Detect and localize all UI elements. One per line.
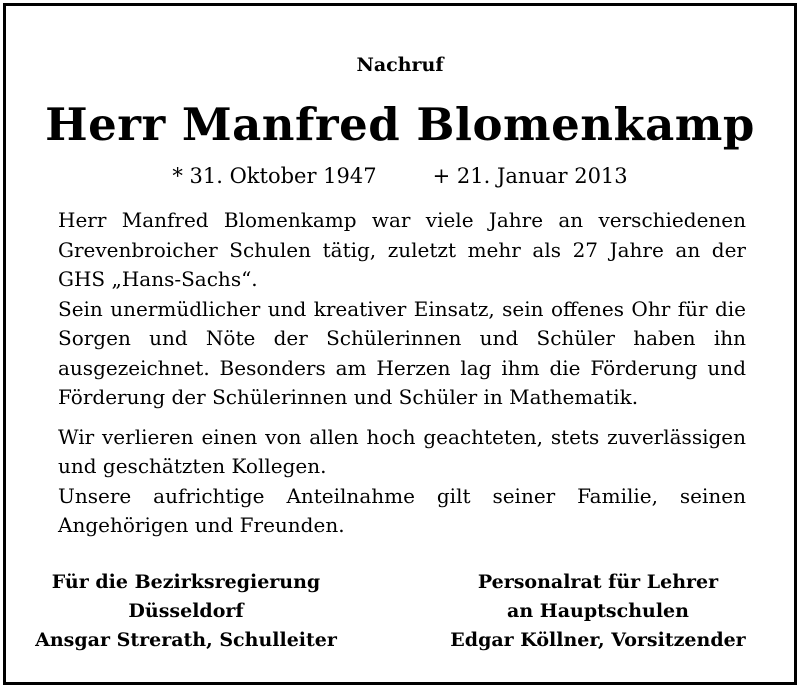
signature-right-line: Personalrat für Lehrer	[477, 571, 719, 593]
signature-left	[26, 568, 346, 655]
signature-left-line: Düsseldorf	[128, 600, 244, 622]
signature-right-line: Edgar Köllner, Vorsitzender	[450, 629, 746, 651]
signature-right	[438, 568, 758, 655]
deceased-name: Herr Manfred Blomenkamp	[45, 98, 755, 151]
signature-right-line: an Hauptschulen	[507, 600, 689, 622]
obituary-notice	[3, 3, 797, 685]
death-date: + 21. Januar 2013	[432, 164, 628, 188]
paragraph-career: Herr Manfred Blomenkamp war viele Jahre an verschiedenen Grevenbroicher Schulen tätig, zuletzt mehr als 27 Jahre an der GHS „Hans-Sachs“.	[58, 208, 746, 291]
birth-date: * 31. Oktober 1947	[172, 164, 377, 188]
paragraph-commitment: Sein unermüdlicher und kreativer Einsatz, sein offenes Ohr für die Sorgen und Nöte der Schülerinnen und Schüler haben ihn ausgezeichnet. Besonders am Herzen lag ihm die Förderung und Förderung der Schülerinnen und Schüler in Mathematik.	[58, 296, 746, 409]
obituary-text	[58, 206, 746, 541]
paragraph-loss: Wir verlieren einen von allen hoch geachteten, stets zuverlässigen und geschätzten Kollegen.	[58, 424, 746, 478]
paragraph-condolence: Unsere aufrichtige Anteilnahme gilt seiner Familie, seinen Angehörigen und Freunden.	[58, 483, 746, 537]
life-dates	[6, 164, 794, 188]
signature-left-line: Für die Bezirksregierung	[51, 571, 321, 593]
signature-left-line: Ansgar Strerath, Schulleiter	[35, 629, 337, 651]
notice-label: Nachruf	[356, 54, 444, 76]
